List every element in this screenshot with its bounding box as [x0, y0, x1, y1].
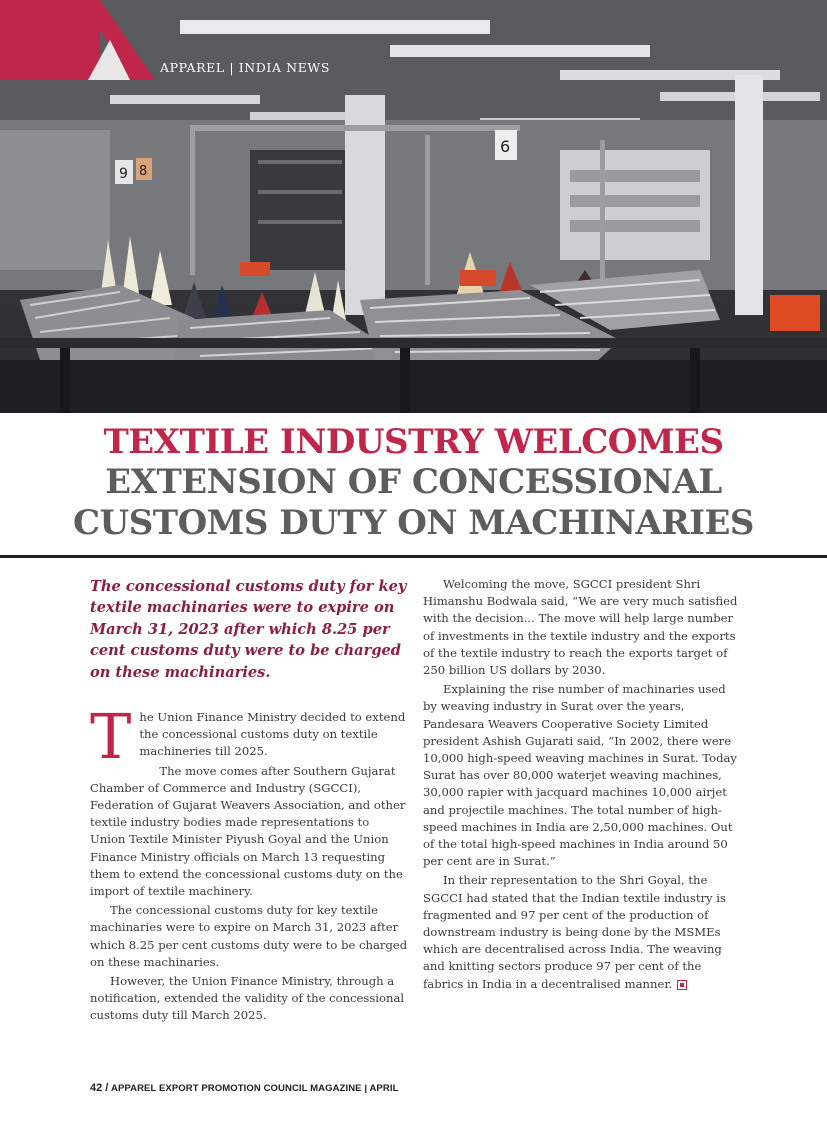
station-number-9: 9 — [119, 166, 128, 182]
station-number-8: 8 — [139, 164, 148, 179]
body-paragraph: The concessional customs duty for key textile machinaries were to expire on March 31, 2023 after which 8.25 per cent customs duty were to be charged on these machinaries. — [90, 903, 408, 969]
article-headline — [0, 422, 827, 544]
page-footer — [90, 1082, 398, 1094]
brand-corner-logo — [0, 0, 155, 80]
body-paragraph: However, the Union Finance Ministry, through a notification, extended the validity of the concessional customs duty till March 2025. — [90, 974, 405, 1023]
body-paragraph: The move comes after Southern Gujarat Chamber of Commerce and Industry (SGCCI), Federation of Gujarat Weavers Association, and other textile industry bodies made representations to Union Textile Minister Piyush Goyal and the Union Finance Ministry officials on March 13 requesting them to extend the concessional customs duty on the import of textile machinery. — [90, 763, 406, 899]
hero-photo — [0, 0, 827, 413]
right-column — [423, 576, 743, 995]
headline-divider — [0, 555, 827, 558]
body-paragraph — [90, 700, 408, 774]
body-paragraph — [423, 872, 743, 992]
headline-line-2: EXTENSION OF CONCESSIONAL — [105, 462, 722, 502]
station-number-6: 6 — [500, 137, 511, 156]
standfirst: The concessional customs duty for key textile machinaries were to expire on March 31, 2023 after which 8.25 per cent customs duty were to be charged on these machinaries. — [90, 578, 407, 681]
drop-cap: T — [90, 700, 132, 774]
body-paragraph: Explaining the rise number of machinaries used by weaving industry in Surat over the years, Pandesara Weavers Cooperative Society Limited president Ashish Gujarati said, “In 2002, there were 10,000 high-speed weaving machines in Surat. Today Surat has over 80,000 waterjet weaving machines, 30,000 rapier with jacquard machines 10,000 airjet and projectile machines. The total number of high-speed machines in India are 2,50,000 machines. Out of the total high-speed machines in India around 50 per cent are in Surat.” — [423, 682, 737, 869]
headline-line-3: CUSTOMS DUTY ON MACHINARIES — [73, 503, 754, 543]
publication-name: APPAREL EXPORT PROMOTION COUNCIL MAGAZINE | APRIL — [111, 1083, 399, 1094]
section-tag: APPAREL | INDIA NEWS — [160, 60, 331, 75]
end-of-article-icon — [678, 981, 686, 989]
body-paragraph-text: he Union Finance Ministry decided to extend the concessional customs duty on textile machineries till 2025. — [139, 710, 406, 759]
left-column — [90, 576, 408, 1027]
body-paragraph: Welcoming the move, SGCCI president Shri Himanshu Bodwala said, “We are very much satisfied with the decision... The move will help large number of investments in the textile industry and the exports of the textile industry to reach the exports target of 250 billion US dollars by 2030. — [423, 577, 738, 678]
body-paragraph-text: In their representation to the Shri Goyal, the SGCCI had stated that the Indian textile industry is fragmented and 97 per cent of the production of downstream industry is being done by the MSMEs which are decentralised across India. The weaving and knitting sectors produce 97 per cent of the fabrics in India in a decentralised manner. — [423, 873, 726, 991]
headline-line-1: TEXTILE INDUSTRY WELCOMES — [103, 422, 724, 462]
page-number: 42 / — [90, 1082, 109, 1094]
